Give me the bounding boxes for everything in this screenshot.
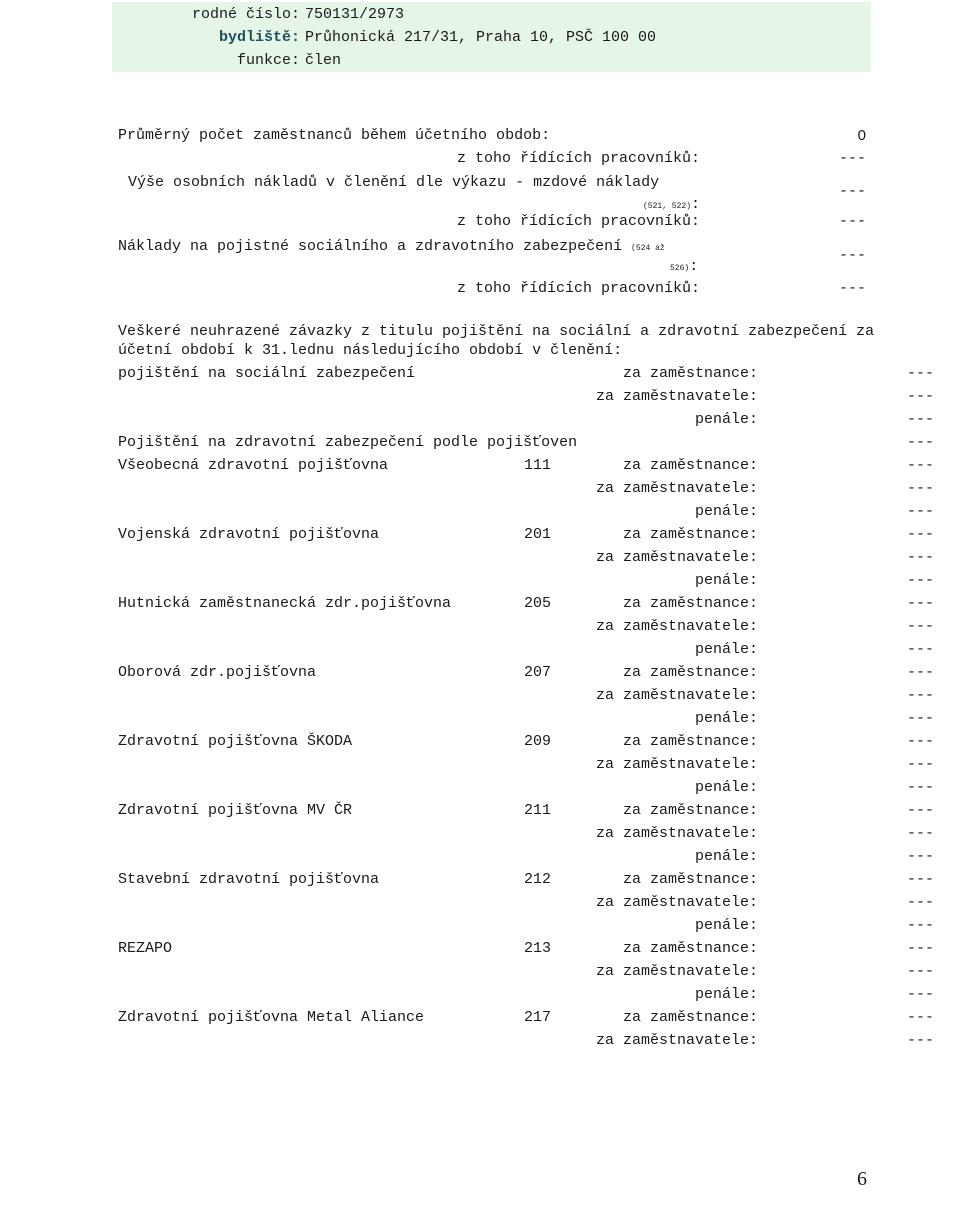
rodne-cislo-value: 750131/2973 <box>305 6 405 23</box>
bydliste-label: bydliště: <box>218 29 300 46</box>
insurer-code: 209 <box>524 733 552 750</box>
za-zamestnavatele-label: za zaměstnavatele: <box>595 618 758 635</box>
insurer-name: Všeobecná zdravotní pojišťovna <box>118 457 389 474</box>
insurer-code: 201 <box>524 526 552 543</box>
managers-label: z toho řídících pracovníků: <box>456 213 700 230</box>
za-zamestnance-label: za zaměstnance: <box>622 595 758 612</box>
insurer-code: 207 <box>524 664 552 681</box>
managers-label: z toho řídících pracovníků: <box>456 280 700 297</box>
insurer-name: Hutnická zaměstnanecká zdr.pojišťovna <box>118 595 452 612</box>
penale-label: penále: <box>694 848 758 865</box>
za-zamestnavatele-label: za zaměstnavatele: <box>595 756 758 773</box>
liability-value: --- <box>906 848 934 865</box>
za-zamestnance-label: za zaměstnance: <box>622 457 758 474</box>
liability-value: --- <box>906 572 934 589</box>
insurance-costs-label: Náklady na pojistné sociálního a zdravotního zabezpečení (524 až <box>118 238 665 255</box>
penale-label: penále: <box>694 917 758 934</box>
health-insurance-header: Pojištění na zdravotní zabezpečení podle pojišťoven <box>118 434 578 451</box>
liability-value: --- <box>906 1032 934 1049</box>
bydliste-value: Průhonická 217/31, Praha 10, PSČ 100 00 <box>305 29 657 46</box>
managers-value: --- <box>838 213 866 230</box>
insurer-code: 217 <box>524 1009 552 1026</box>
page-number: 6 <box>857 1168 867 1190</box>
liabilities-intro-line1: Veškeré neuhrazené závazky z titulu pojištění na sociální a zdravotní zabezpečení za <box>118 323 875 340</box>
insurer-name: Oborová zdr.pojišťovna <box>118 664 317 681</box>
insurance-costs-note-b: 526): <box>670 258 699 275</box>
wage-costs-note: (521, 522): <box>643 196 701 213</box>
za-zamestnavatele-label: za zaměstnavatele: <box>595 825 758 842</box>
managers-label: z toho řídících pracovníků: <box>456 150 700 167</box>
liability-value: --- <box>906 503 934 520</box>
penale-label: penále: <box>694 779 758 796</box>
penale-label: penále: <box>694 986 758 1003</box>
liability-value: --- <box>906 457 934 474</box>
penale-label: penále: <box>694 710 758 727</box>
liability-value: --- <box>906 480 934 497</box>
avg-employees-value: 0 <box>857 127 866 144</box>
liability-value: --- <box>906 779 934 796</box>
za-zamestnance-label: za zaměstnance: <box>622 733 758 750</box>
insurer-code: 211 <box>524 802 552 819</box>
za-zamestnavatele-label: za zaměstnavatele: <box>595 549 758 566</box>
social-insurance-label: pojištění na sociální zabezpečení <box>118 365 416 382</box>
liability-value: --- <box>906 917 934 934</box>
liability-value: --- <box>906 940 934 957</box>
insurer-name: Zdravotní pojišťovna ŠKODA <box>118 733 353 750</box>
penale-label: penále: <box>694 503 758 520</box>
wage-costs-label: Výše osobních nákladů v členění dle výkazu - mzdové náklady <box>128 174 660 191</box>
liability-value: --- <box>906 411 934 428</box>
insurer-name: REZAPO <box>118 940 173 957</box>
liability-value: --- <box>906 434 934 451</box>
za-zamestnance-label: za zaměstnance: <box>622 664 758 681</box>
funkce-label: funkce: <box>236 52 300 69</box>
penale-label: penále: <box>694 641 758 658</box>
za-zamestnance-label: za zaměstnance: <box>622 940 758 957</box>
liability-value: --- <box>906 1009 934 1026</box>
liabilities-intro-line2: účetní období k 31.lednu následujícího období v členění: <box>118 342 623 359</box>
za-zamestnavatele-label: za zaměstnavatele: <box>595 480 758 497</box>
liability-value: --- <box>906 365 934 382</box>
funkce-value: člen <box>305 52 342 69</box>
za-zamestnance-label: za zaměstnance: <box>622 871 758 888</box>
insurance-costs-value: --- <box>838 247 866 264</box>
liability-value: --- <box>906 825 934 842</box>
liability-value: --- <box>906 986 934 1003</box>
liability-value: --- <box>906 687 934 704</box>
liability-value: --- <box>906 641 934 658</box>
insurer-name: Vojenská zdravotní pojišťovna <box>118 526 380 543</box>
insurer-name: Zdravotní pojišťovna MV ČR <box>118 802 353 819</box>
insurer-code: 205 <box>524 595 552 612</box>
liability-value: --- <box>906 756 934 773</box>
liability-value: --- <box>906 664 934 681</box>
za-zamestnavatele-label: za zaměstnavatele: <box>595 894 758 911</box>
za-zamestnavatele-label: za zaměstnavatele: <box>595 963 758 980</box>
rodne-cislo-label: rodné číslo: <box>191 6 300 23</box>
za-zamestnance-label: za zaměstnance: <box>622 802 758 819</box>
liability-value: --- <box>906 963 934 980</box>
liability-value: --- <box>906 871 934 888</box>
za-zamestnavatele-label: za zaměstnavatele: <box>595 687 758 704</box>
liability-value: --- <box>906 710 934 727</box>
liability-value: --- <box>906 595 934 612</box>
insurance-costs-note: (524 až <box>631 244 665 253</box>
penale-label: penále: <box>694 411 758 428</box>
insurer-name: Zdravotní pojišťovna Metal Aliance <box>118 1009 425 1026</box>
liability-value: --- <box>906 526 934 543</box>
managers-value: --- <box>838 150 866 167</box>
liability-value: --- <box>906 618 934 635</box>
insurer-code: 111 <box>524 457 552 474</box>
liability-value: --- <box>906 388 934 405</box>
za-zamestnavatele-label: za zaměstnavatele: <box>595 388 758 405</box>
wage-costs-value: --- <box>838 183 866 200</box>
managers-value: --- <box>838 280 866 297</box>
za-zamestnance-label: za zaměstnance: <box>622 526 758 543</box>
liability-value: --- <box>906 802 934 819</box>
liability-value: --- <box>906 733 934 750</box>
liability-value: --- <box>906 894 934 911</box>
avg-employees-label: Průměrný počet zaměstnanců během účetního obdob: <box>118 127 551 144</box>
penale-label: penále: <box>694 572 758 589</box>
za-zamestnance-label: za zaměstnance: <box>622 1009 758 1026</box>
insurer-name: Stavební zdravotní pojišťovna <box>118 871 380 888</box>
za-zamestnavatele-label: za zaměstnavatele: <box>595 1032 758 1049</box>
liability-value: --- <box>906 549 934 566</box>
za-zamestnance-label: za zaměstnance: <box>622 365 758 382</box>
insurer-code: 213 <box>524 940 552 957</box>
insurer-code: 212 <box>524 871 552 888</box>
